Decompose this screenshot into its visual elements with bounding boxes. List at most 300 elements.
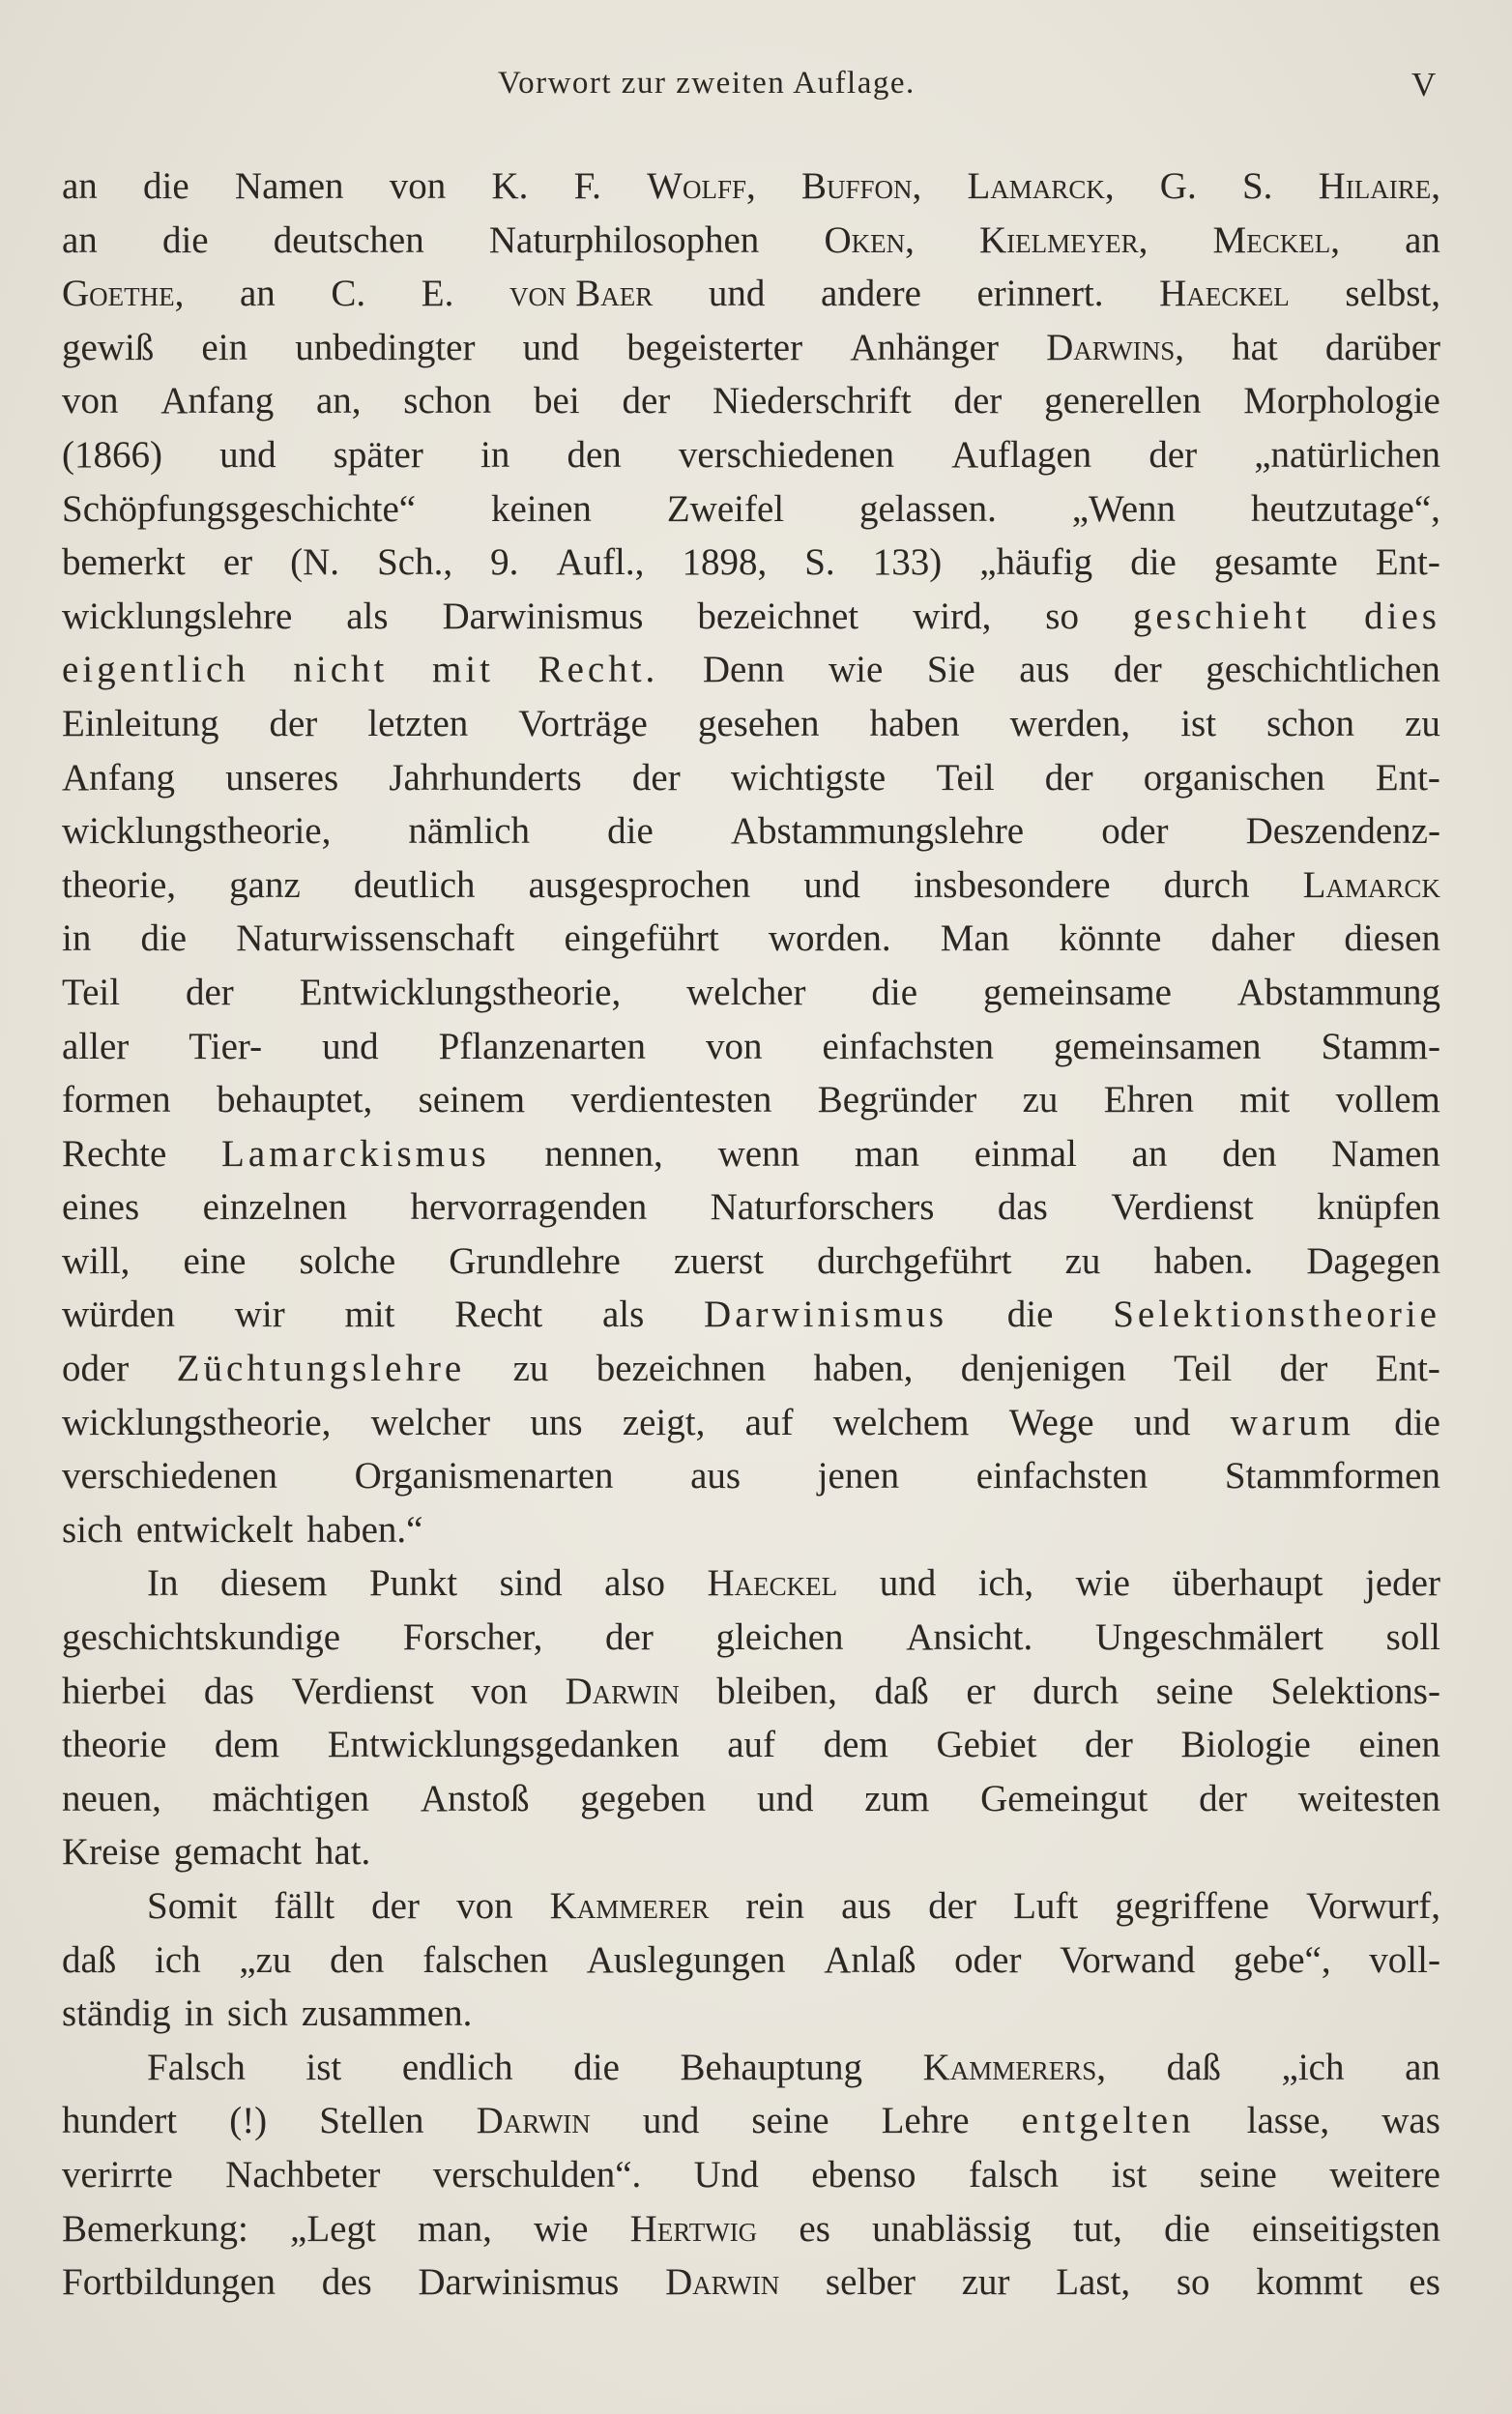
word: generellen: [1044, 380, 1202, 422]
text-line: [62, 751, 1440, 805]
word: uns: [530, 1401, 583, 1443]
text-line: [62, 912, 1440, 966]
text-line: [62, 1180, 1440, 1235]
word: insbesondere: [913, 863, 1111, 906]
word: behauptet,: [216, 1079, 373, 1121]
word: Anhänger: [850, 326, 999, 368]
spaced-word: Lamarckismus: [221, 1132, 490, 1175]
word: Teil: [936, 756, 995, 799]
word: begeisterter: [626, 326, 803, 368]
word: einfachsten: [822, 1025, 995, 1067]
word: zur: [961, 2261, 1010, 2304]
word: Organismenarten: [354, 1455, 614, 1498]
word: nennen,: [544, 1132, 663, 1175]
word: falschen: [422, 1938, 549, 1981]
word: von: [456, 1885, 513, 1927]
word: Lehre: [881, 2100, 970, 2142]
word: ist: [1180, 702, 1217, 744]
word: und: [322, 1025, 379, 1067]
word: Stammformen: [1224, 1455, 1440, 1498]
word: Abstammung: [1236, 971, 1440, 1013]
word: seine: [1199, 2153, 1277, 2196]
text-line: [62, 482, 1440, 537]
word: bemerkt: [62, 541, 186, 584]
word: Zweifel: [666, 487, 785, 530]
word: „ich: [1281, 2046, 1345, 2088]
word: er: [966, 1670, 996, 1712]
word: Namen: [234, 165, 344, 207]
word: Somit: [147, 1885, 238, 1927]
word: durch: [1163, 863, 1250, 906]
word: Rechte: [62, 1132, 167, 1175]
word: entwickelt: [135, 1508, 294, 1551]
word: man,: [418, 2207, 492, 2250]
text-line: [62, 536, 1440, 590]
word: (N.: [290, 541, 340, 584]
word: welchem: [832, 1401, 970, 1443]
word: daß: [1166, 2046, 1221, 2088]
word: er: [222, 541, 253, 584]
word: theorie,: [62, 863, 177, 906]
word: 133): [872, 541, 943, 584]
word: Punkt: [369, 1562, 458, 1605]
word: Ehren: [1103, 1079, 1194, 1121]
word: überhaupt: [1172, 1562, 1323, 1605]
word: an: [240, 273, 276, 315]
word: Forscher,: [402, 1616, 543, 1659]
name-word: von Baer: [509, 273, 654, 315]
word: kommt: [1256, 2261, 1363, 2304]
word: zusammen.: [301, 1992, 473, 2035]
word: Darwinismus: [442, 595, 644, 637]
text-line: [62, 966, 1440, 1020]
word: der: [371, 1885, 420, 1927]
word: hervorragenden: [410, 1186, 648, 1229]
word: Teil: [62, 971, 121, 1013]
word: deutlich: [353, 863, 476, 906]
word: Anfang: [160, 380, 275, 422]
name-word: Meckel,: [1212, 218, 1340, 261]
name-word: Hilaire,: [1318, 165, 1440, 207]
word: Selektions-: [1270, 1670, 1440, 1712]
word: verschulden“.: [432, 2153, 642, 2196]
word: S.: [1241, 165, 1273, 207]
word: Aufl.,: [556, 541, 645, 584]
text-line: [62, 1934, 1440, 1988]
word: Grundlehre: [449, 1239, 621, 1282]
word: Teil: [1174, 1348, 1233, 1390]
word: ganz: [229, 863, 301, 906]
word: Abstammungslehre: [730, 810, 1025, 853]
word: der: [1113, 649, 1162, 691]
word: man: [854, 1132, 919, 1175]
word: Wege: [1008, 1401, 1094, 1443]
word: einseitigsten: [1252, 2207, 1440, 2250]
word: Nachbeter: [225, 2153, 381, 2196]
word: von: [389, 165, 447, 207]
name-word: Darwin: [665, 2261, 780, 2304]
word: Verdienst: [291, 1670, 434, 1712]
word: Niederschrift: [712, 380, 912, 422]
word: vollem: [1335, 1079, 1440, 1121]
name-word: Lamarck: [1302, 863, 1440, 906]
word: worden.: [768, 917, 891, 960]
word: Falsch: [147, 2046, 246, 2088]
word: von: [62, 380, 119, 422]
text-line: [62, 1772, 1440, 1826]
word: und: [219, 433, 276, 476]
word: ist: [1111, 2153, 1148, 2196]
word: Ent-: [1375, 541, 1440, 584]
word: der: [1085, 1724, 1133, 1766]
word: daß: [62, 1938, 117, 1981]
word: Verdienst: [1111, 1186, 1254, 1229]
word: und: [708, 273, 766, 315]
word: und: [756, 1777, 814, 1819]
name-word: Kielmeyer,: [979, 218, 1149, 261]
word: der: [1279, 1348, 1328, 1390]
spaced-word: Recht.: [538, 649, 659, 691]
word: verirrte: [62, 2153, 173, 2196]
word: bleiben,: [716, 1670, 837, 1712]
word: Stellen: [319, 2100, 424, 2142]
text-line: [62, 1718, 1440, 1772]
word: das: [203, 1670, 254, 1712]
word: Begründer: [817, 1079, 977, 1121]
word: später: [333, 433, 423, 476]
word: 1898,: [682, 541, 768, 584]
word: gemeinsamen: [1054, 1025, 1262, 1067]
word: der: [605, 1616, 654, 1659]
word: Anfang: [62, 756, 175, 799]
word: Ungeschmälert: [1094, 1616, 1323, 1659]
text-line: [62, 1288, 1440, 1342]
word: Anstoß: [420, 1777, 530, 1819]
word: darüber: [1324, 326, 1440, 368]
word: es: [1409, 2261, 1440, 2304]
word: ein: [201, 326, 248, 368]
word: haben,: [813, 1348, 914, 1390]
word: Gemeingut: [980, 1777, 1149, 1819]
spaced-word: eigentlich: [62, 649, 249, 691]
page-number: V: [1411, 66, 1437, 103]
word: haben.: [1153, 1239, 1254, 1282]
word: ebenso: [811, 2153, 916, 2196]
name-word: Lamarck,: [967, 165, 1115, 207]
word: das: [997, 1186, 1048, 1229]
text-line: [62, 1665, 1440, 1719]
word: eine: [183, 1239, 247, 1282]
word: den: [1222, 1132, 1277, 1175]
word: Vorträge: [518, 702, 648, 744]
text-line: [62, 267, 1440, 321]
word: mit: [344, 1294, 395, 1336]
word: Kreise: [62, 1831, 160, 1874]
word: daher: [1210, 917, 1295, 960]
word: Sch.,: [377, 541, 453, 584]
word: in: [480, 433, 510, 476]
word: die: [1130, 541, 1177, 584]
word: seinem: [418, 1079, 526, 1121]
word: wir: [234, 1294, 285, 1336]
text-line: [62, 1449, 1440, 1503]
word: und: [803, 863, 860, 906]
word: einzelnen: [202, 1186, 348, 1229]
word: hat: [1232, 326, 1278, 368]
word: (1866): [62, 433, 162, 476]
word: Naturwissenschaft: [236, 917, 515, 960]
word: diesen: [1344, 917, 1440, 960]
text-line: [62, 1342, 1440, 1396]
word: durch: [1032, 1670, 1119, 1712]
word: nämlich: [408, 810, 531, 853]
word: denjenigen: [960, 1348, 1126, 1390]
running-title: Vorwort zur zweiten Auflage.: [498, 66, 916, 101]
word: verdientesten: [570, 1079, 772, 1121]
word: unseres: [225, 756, 339, 799]
word: eingeführt: [564, 917, 719, 960]
word: wicklungslehre: [62, 595, 293, 637]
word: was: [1381, 2100, 1440, 2142]
word: tut,: [1073, 2207, 1122, 2250]
word: auf: [727, 1724, 776, 1766]
word: Man: [940, 917, 1010, 960]
name-word: Goethe,: [62, 273, 185, 315]
word: zu: [1405, 702, 1440, 744]
word: formen: [62, 1079, 171, 1121]
word: verschiedenen: [678, 433, 894, 476]
word: die: [871, 971, 918, 1013]
word: Behauptung: [680, 2046, 862, 2088]
word: Deszendenz-: [1245, 810, 1440, 853]
word: der: [631, 756, 681, 799]
text-line: [62, 428, 1440, 482]
text-line: [62, 1611, 1440, 1665]
text-line: [62, 1556, 1440, 1611]
word: aus: [841, 1885, 892, 1927]
text-line: [62, 1879, 1440, 1934]
word: von: [705, 1025, 763, 1067]
word: die: [1394, 1401, 1440, 1443]
word: „häufig: [979, 541, 1093, 584]
text-line: [62, 374, 1440, 428]
word: wicklungstheorie,: [62, 810, 332, 853]
word: unbedingter: [295, 326, 476, 368]
word: Anlaß: [824, 1938, 916, 1981]
word: es: [799, 2207, 830, 2250]
name-word: Kammerers,: [922, 2046, 1107, 2088]
word: der: [953, 380, 1003, 422]
word: gesamte: [1213, 541, 1338, 584]
word: 9.: [490, 541, 519, 584]
text-line: [62, 1127, 1440, 1181]
word: der: [1044, 756, 1093, 799]
text-line: [62, 1503, 1440, 1557]
word: Und: [693, 2153, 759, 2196]
word: gesehen: [697, 702, 820, 744]
word: dem: [214, 1724, 280, 1766]
word: und: [879, 1562, 937, 1605]
word: seine: [751, 2100, 829, 2142]
name-word: Darwin: [565, 1670, 680, 1712]
word: solche: [299, 1239, 396, 1282]
word: Ent-: [1375, 1348, 1440, 1390]
word: bezeichnen: [596, 1348, 767, 1390]
word: mit: [1239, 1079, 1291, 1121]
spaced-word: mit: [431, 649, 494, 691]
word: Stamm-: [1321, 1025, 1440, 1067]
word: K.: [491, 165, 529, 207]
word: gleichen: [715, 1616, 844, 1659]
word: „zu: [239, 1938, 292, 1981]
spaced-word: entgelten: [1021, 2100, 1195, 2142]
name-word: Darwins,: [1046, 326, 1185, 368]
word: des: [321, 2261, 372, 2304]
word: sich: [227, 1992, 288, 2035]
word: Last,: [1056, 2261, 1131, 2304]
word: der: [1199, 1777, 1247, 1819]
text-line: [62, 2041, 1440, 2095]
word: hat.: [314, 1831, 371, 1874]
name-word: Wolff,: [647, 165, 756, 207]
word: ich,: [977, 1562, 1034, 1605]
word: Darwinismus: [418, 2261, 620, 2304]
text-line: [62, 1020, 1440, 1074]
word: gegriffene: [1115, 1885, 1269, 1927]
word: einmal: [974, 1132, 1077, 1175]
word: heutzutage“,: [1250, 487, 1440, 530]
word: auf: [744, 1401, 794, 1443]
word: Sie: [926, 649, 975, 691]
word: neuen,: [62, 1777, 161, 1819]
word: sich: [62, 1508, 123, 1551]
word: erinnert.: [976, 273, 1104, 315]
word: hierbei: [62, 1670, 167, 1712]
text-line: [62, 2202, 1440, 2256]
word: eines: [62, 1186, 140, 1229]
word: oder: [954, 1938, 1022, 1981]
word: haben: [869, 702, 960, 744]
word: an: [1405, 2046, 1440, 2088]
word: wichtigste: [730, 756, 887, 799]
word: S.: [804, 541, 835, 584]
word: oder: [1101, 810, 1169, 853]
word: die: [143, 165, 189, 207]
word: schon: [1266, 702, 1355, 744]
word: gelassen.: [858, 487, 997, 530]
word: Einleitung: [62, 702, 219, 744]
word: Denn: [702, 649, 785, 691]
word: werden,: [1009, 702, 1131, 744]
word: knüpfen: [1317, 1186, 1440, 1229]
body-text: [62, 160, 1440, 2310]
spaced-word: dies: [1364, 595, 1440, 637]
word: haben.“: [306, 1508, 423, 1551]
word: Pflanzenarten: [438, 1025, 646, 1067]
word: weitesten: [1297, 1777, 1440, 1819]
word: oder: [62, 1348, 130, 1390]
word: bei: [534, 380, 580, 422]
word: selbst,: [1345, 273, 1440, 315]
text-line: [62, 1825, 1440, 1879]
text-line: [62, 2148, 1440, 2202]
word: Dagegen: [1306, 1239, 1440, 1282]
name-word: Oken,: [824, 218, 915, 261]
word: dem: [823, 1724, 888, 1766]
text-line: [62, 160, 1440, 214]
word: schon: [403, 380, 492, 422]
word: und: [1133, 1401, 1191, 1443]
word: Tier-: [189, 1025, 263, 1067]
word: Ansicht.: [906, 1616, 1033, 1659]
word: Biologie: [1180, 1724, 1311, 1766]
word: gegeben: [580, 1777, 707, 1819]
word: verschiedenen: [62, 1455, 278, 1498]
text-line: [62, 2255, 1440, 2310]
word: als: [346, 595, 389, 637]
word: „Wenn: [1071, 487, 1177, 530]
word: Entwicklungsgedanken: [327, 1724, 680, 1766]
word: so: [1045, 595, 1079, 637]
word: in: [184, 1992, 215, 2035]
word: unablässig: [872, 2207, 1032, 2250]
word: aller: [62, 1025, 130, 1067]
word: durchgeführt: [817, 1239, 1012, 1282]
word: und: [522, 326, 580, 368]
word: will,: [62, 1239, 131, 1282]
word: zu: [1022, 1079, 1059, 1121]
text-line: [62, 590, 1440, 644]
spaced-word: warum: [1230, 1401, 1354, 1443]
word: aus: [690, 1455, 741, 1498]
word: seine: [1155, 1670, 1234, 1712]
word: gebe“,: [1233, 1938, 1331, 1981]
word: Jahrhunderts: [389, 756, 582, 799]
word: jeder: [1364, 1562, 1440, 1605]
word: mächtigen: [212, 1777, 370, 1819]
name-word: Hertwig: [629, 2207, 758, 2250]
text-line: [62, 1235, 1440, 1289]
word: die: [161, 218, 209, 261]
word: Fortbildungen: [62, 2261, 276, 2304]
word: könnte: [1059, 917, 1162, 960]
word: an: [62, 165, 98, 207]
word: selber: [825, 2261, 916, 2304]
spaced-word: Züchtungslehre: [176, 1348, 466, 1390]
word: ist: [305, 2046, 342, 2088]
word: gewiß: [62, 326, 155, 368]
text-line: [62, 1396, 1440, 1450]
word: als: [601, 1294, 645, 1336]
word: Recht: [454, 1294, 543, 1336]
word: fällt: [274, 1885, 335, 1927]
word: die: [1006, 1294, 1054, 1336]
word: die: [1164, 2207, 1210, 2250]
word: zeigt,: [622, 1401, 706, 1443]
word: Gebiet: [936, 1724, 1037, 1766]
name-word: Buffon,: [800, 165, 922, 207]
word: „natürlichen: [1254, 433, 1440, 476]
word: wie: [828, 649, 884, 691]
word: die: [573, 2046, 620, 2088]
word: wie: [534, 2207, 589, 2250]
word: Morphologie: [1243, 380, 1440, 422]
word: Naturphilosophen: [488, 218, 760, 261]
spaced-word: Darwinismus: [704, 1294, 948, 1336]
name-word: Kammerer: [549, 1885, 710, 1927]
word: zum: [864, 1777, 930, 1819]
word: würden: [62, 1294, 175, 1336]
